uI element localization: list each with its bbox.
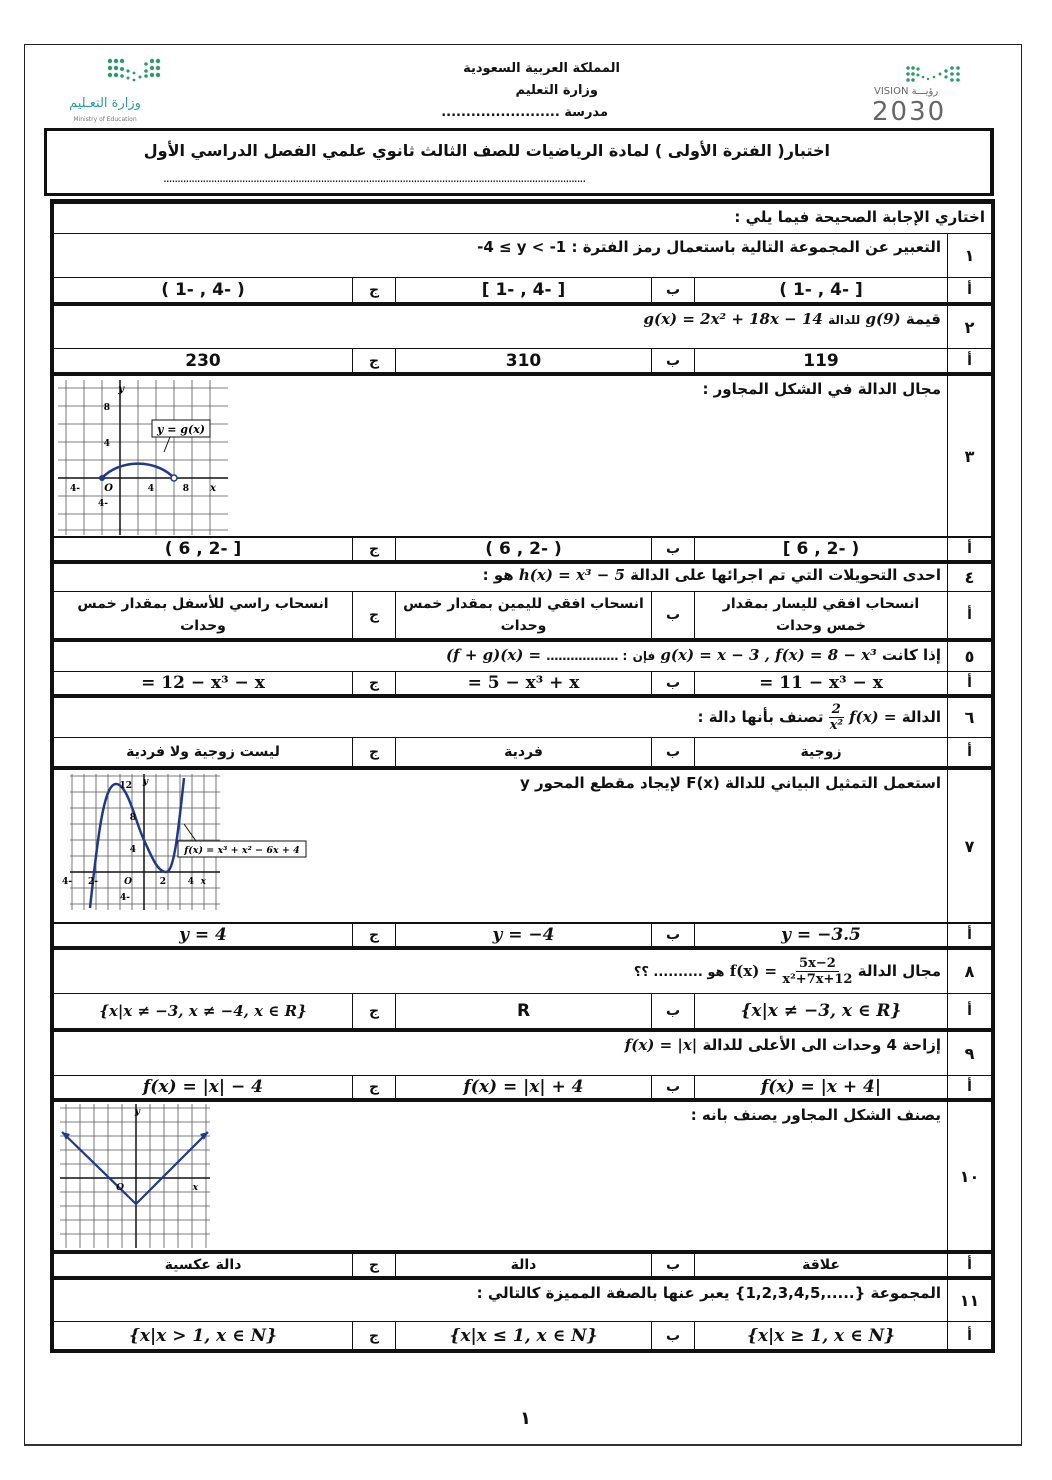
exam-title: اختبار( الفترة الأولى ) لمادة الرياضيات للصف الثالث ثانوي علمي الفصل الدراسي الأول — [143, 141, 830, 160]
options-row-9 — [54, 1076, 991, 1102]
option-label-b: ب — [651, 1254, 695, 1276]
questions-table — [50, 199, 995, 1353]
option-c[interactable]: [ -2 , 6 ) — [164, 539, 242, 559]
question-number: ٨ — [947, 950, 991, 993]
ministry-name: وزارة التعليم — [515, 83, 598, 98]
options-row-1 — [54, 278, 991, 306]
numerator: 2 — [829, 702, 844, 718]
origin-label: O — [104, 483, 113, 494]
country-name: المملكة العربية السعودية — [463, 61, 620, 76]
option-label-b: ب — [651, 278, 695, 302]
option-label-b: ب — [651, 738, 695, 766]
option-a[interactable]: f(x) = |x + 4| — [760, 1077, 882, 1097]
option-label-c: ج — [352, 924, 396, 946]
option-b[interactable]: f(x) = |x| + 4 — [463, 1077, 584, 1097]
option-label-b: ب — [651, 538, 695, 560]
question-4 — [54, 564, 991, 592]
function-lhs: f(x) = — [849, 708, 897, 726]
given-functions: g(x) = x − 3 , f(x) = 8 − x³ — [660, 646, 877, 664]
option-c[interactable]: {x|x > 1, x ∈ N} — [128, 1325, 278, 1346]
option-label-a: أ — [947, 1322, 991, 1349]
option-c[interactable]: ( -4 , -1 ) — [161, 280, 245, 300]
function-expression: g(x) = 2x² + 18x − 14 — [643, 310, 823, 328]
target-expression: (f + g)(x) = — [446, 646, 542, 664]
question-number: ١٠ — [947, 1102, 991, 1250]
question-2 — [54, 306, 991, 349]
question-prompt: إذا كانت — [881, 646, 941, 664]
exam-title-box — [44, 128, 994, 196]
question-prompt-mid: فإن — [632, 649, 656, 663]
x-tick: 8 — [182, 484, 189, 494]
x-axis-label: x — [192, 1183, 198, 1193]
question-number: ٦ — [947, 698, 991, 737]
question-number: ٢ — [947, 306, 991, 348]
x-tick: 4 — [187, 877, 194, 887]
y-tick: 8 — [129, 813, 136, 823]
absolute-value-graph — [60, 1104, 210, 1248]
question-prompt: قيمة — [905, 310, 941, 328]
question-text — [54, 1102, 947, 1250]
question-expression: -4 ≤ y < -1 — [477, 238, 567, 256]
y-axis-label: y — [142, 777, 148, 787]
question-prompt-suffix: تصنف بأنها دالة : — [697, 708, 824, 726]
question-text — [54, 1032, 947, 1075]
option-label-a: أ — [947, 994, 991, 1028]
question-text — [54, 950, 947, 993]
question-text — [54, 642, 947, 671]
options-row-7 — [54, 924, 991, 950]
vision-label: VISION رؤيـــة — [874, 86, 939, 97]
numerator: 5x−2 — [796, 956, 839, 972]
instructions-row — [54, 204, 991, 234]
moe-logo-subtext: Ministry of Education — [73, 116, 137, 123]
option-b[interactable]: 310 — [505, 350, 542, 371]
x-axis-label: x — [200, 877, 206, 887]
option-c[interactable]: دالة عكسية — [164, 1257, 242, 1273]
option-label-c: ج — [352, 349, 396, 372]
option-label-c: ج — [352, 538, 396, 560]
question-prompt: إزاحة 4 وحدات الى الأعلى للدالة — [702, 1036, 941, 1054]
graph-label: y = g(x) — [157, 423, 205, 436]
question-text — [54, 698, 947, 737]
option-c[interactable]: 230 — [185, 350, 221, 371]
y-tick: 12 — [119, 781, 132, 791]
options-row-5 — [54, 672, 991, 698]
fraction — [782, 956, 852, 987]
vision-year: 2030 — [872, 97, 947, 127]
question-3 — [54, 376, 991, 538]
school-field: مدرسة ........................ — [441, 105, 608, 120]
option-label-a: أ — [947, 672, 991, 694]
option-c[interactable]: = 12 − x³ − x — [141, 673, 265, 693]
y-tick: 4 — [129, 845, 136, 855]
options-row-3 — [54, 538, 991, 564]
question-prompt-suffix: هو : — [482, 566, 514, 584]
option-b[interactable]: = 5 − x³ + x — [467, 673, 580, 693]
instructions: اختاري الإجابة الصحيحة فيما يلي : — [734, 208, 985, 226]
question-prompt: استعمل التمثيل البياني للدالة F(x) لإيجاد مقطع المحور y — [519, 774, 941, 792]
option-label-c: ج — [352, 672, 396, 694]
question-prompt-suffix: هو .......... ؟؟ — [633, 965, 725, 980]
question-number: ٣ — [947, 376, 991, 536]
question-prompt: مجال الدالة في الشكل المجاور : — [702, 380, 941, 398]
y-tick: -4 — [97, 499, 108, 509]
fraction — [829, 702, 844, 733]
function-lhs: f(x) = — [729, 962, 778, 980]
option-a[interactable]: = 11 − x³ − x — [759, 673, 883, 693]
option-b[interactable]: فردية — [504, 744, 543, 760]
question-prompt: الدالة — [901, 708, 941, 726]
question-8 — [54, 950, 991, 994]
option-c[interactable]: انسحاب راسي للأسفل بمقدار خمس وحدات — [77, 596, 329, 634]
option-label-b: ب — [651, 1322, 695, 1349]
options-row-11 — [54, 1322, 991, 1349]
option-a[interactable]: {x|x ≥ 1, x ∈ N} — [746, 1325, 896, 1346]
question-text — [54, 306, 947, 348]
question-6 — [54, 698, 991, 738]
function-expression: f(x) = |x| — [624, 1036, 698, 1054]
question-text — [54, 234, 947, 277]
option-c[interactable]: y = 4 — [179, 925, 227, 945]
answer-blank: : ……………… — [546, 649, 628, 663]
graph-label: f(x) = x³ + x² − 6x + 4 — [184, 845, 300, 856]
option-b[interactable]: R — [516, 1001, 531, 1021]
option-label-a: أ — [947, 1254, 991, 1276]
option-b[interactable]: ( -2 , 6 ) — [485, 539, 562, 559]
question-9 — [54, 1032, 991, 1076]
question-number: ٤ — [947, 564, 991, 591]
option-label-b: ب — [651, 349, 695, 372]
option-b[interactable]: [ -4 , -1 ] — [481, 280, 566, 300]
y-axis-label: y — [134, 1107, 140, 1117]
question-1 — [54, 234, 991, 278]
option-label-a: أ — [947, 738, 991, 766]
option-label-b: ب — [651, 924, 695, 946]
x-tick: -4 — [69, 484, 80, 494]
options-row-2 — [54, 349, 991, 376]
option-a[interactable]: 119 — [803, 350, 839, 371]
y-tick: 4 — [103, 439, 110, 449]
question-text — [54, 376, 947, 536]
x-tick: 4 — [147, 484, 154, 494]
denominator: x² — [829, 718, 844, 733]
option-a[interactable]: انسحاب افقي لليسار بمقدار خمس وحدات — [722, 596, 920, 634]
denominator: x²+7x+12 — [782, 972, 853, 987]
option-a[interactable]: {x|x ≠ −3, x ∈ R} — [740, 1001, 902, 1021]
question-prompt-suffix: يعبر عنها بالصفة المميزة كالتالي : — [476, 1284, 730, 1302]
origin-label: O — [116, 1183, 124, 1193]
option-b[interactable]: y = −4 — [492, 925, 555, 945]
x-axis-label: x — [210, 483, 216, 494]
question-number: ١ — [947, 234, 991, 277]
option-label-a: أ — [947, 349, 991, 372]
option-c[interactable]: f(x) = |x| − 4 — [142, 1077, 264, 1097]
question-text — [54, 1280, 947, 1321]
question-5 — [54, 642, 991, 672]
options-row-8 — [54, 994, 991, 1032]
options-row-6 — [54, 738, 991, 770]
x-tick: -2 — [87, 877, 98, 887]
option-label-b: ب — [651, 592, 695, 638]
option-c[interactable]: {x|x ≠ −3, x ≠ −4, x ∈ R} — [99, 1002, 307, 1020]
page-number: ١ — [520, 1408, 531, 1429]
option-b[interactable]: {x|x ≤ 1, x ∈ N} — [449, 1325, 598, 1346]
vision-2030-logo — [870, 62, 1000, 127]
y-tick: -4 — [119, 893, 130, 903]
question-number: ٩ — [947, 1032, 991, 1075]
origin-label: O — [124, 877, 132, 887]
option-b[interactable]: دالة — [510, 1257, 537, 1273]
option-label-c: ج — [352, 592, 396, 638]
question-number: ٧ — [947, 770, 991, 922]
question-10 — [54, 1102, 991, 1254]
option-label-c: ج — [352, 1322, 396, 1349]
option-label-a: أ — [947, 1076, 991, 1098]
option-a[interactable]: زوجية — [800, 744, 842, 760]
student-name-line: ...................................................................................................................................................... — [163, 171, 586, 185]
option-label-b: ب — [651, 994, 695, 1028]
question-7 — [54, 770, 991, 924]
option-a[interactable]: [ -4 , -1 ) — [779, 280, 863, 300]
option-label-c: ج — [352, 738, 396, 766]
option-label-c: ج — [352, 1254, 396, 1276]
y-axis-label: y — [118, 384, 124, 395]
question-expression: g(9) — [865, 310, 901, 328]
header-block — [420, 58, 620, 124]
option-label-a: أ — [947, 924, 991, 946]
option-a[interactable]: علاقة — [802, 1257, 840, 1273]
question-11 — [54, 1280, 991, 1322]
question-prompt: مجال الدالة — [857, 962, 941, 980]
option-a[interactable]: ( -2 , 6 ] — [782, 539, 860, 559]
question-number: ٥ — [947, 642, 991, 671]
option-a[interactable]: y = −3.5 — [781, 925, 861, 945]
set-expression: {1,2,3,4,5,.....} — [734, 1284, 866, 1302]
cubic-function-graph — [61, 774, 310, 914]
x-tick: 2 — [159, 877, 166, 887]
function-expression: h(x) = x³ − 5 — [518, 566, 625, 584]
options-row-10 — [54, 1254, 991, 1280]
ministry-of-education-logo — [50, 55, 160, 125]
option-label-b: ب — [651, 672, 695, 694]
y-tick: 8 — [103, 403, 110, 413]
option-label-c: ج — [352, 1076, 396, 1098]
option-c[interactable]: ليست زوجية ولا فردية — [126, 744, 280, 760]
semicircle-graph — [58, 380, 228, 535]
x-tick: -4 — [61, 877, 72, 887]
question-prompt: يصنف الشكل المجاور يصنف بانه : — [690, 1106, 941, 1124]
question-number: ١١ — [947, 1280, 991, 1321]
moe-logo-text: وزارة التعـليم — [69, 96, 141, 111]
question-prompt: التعبير عن المجموعة التالية باستعمال رمز الفترة : — [571, 238, 941, 256]
option-label-c: ج — [352, 994, 396, 1028]
question-text — [54, 770, 947, 922]
question-text — [54, 564, 947, 591]
question-prompt: المجموعة — [870, 1284, 941, 1302]
option-label-a: أ — [947, 592, 991, 638]
option-label-b: ب — [651, 1076, 695, 1098]
question-prompt-mid: للدالة — [828, 313, 861, 327]
question-prompt: احدى التحويلات التي تم اجرائها على الدالة — [630, 566, 941, 584]
option-label-c: ج — [352, 278, 396, 302]
options-row-4 — [54, 592, 991, 642]
option-label-a: أ — [947, 538, 991, 560]
option-b[interactable]: انسحاب افقي لليمين بمقدار خمس وحدات — [403, 596, 644, 634]
option-label-a: أ — [947, 278, 991, 302]
